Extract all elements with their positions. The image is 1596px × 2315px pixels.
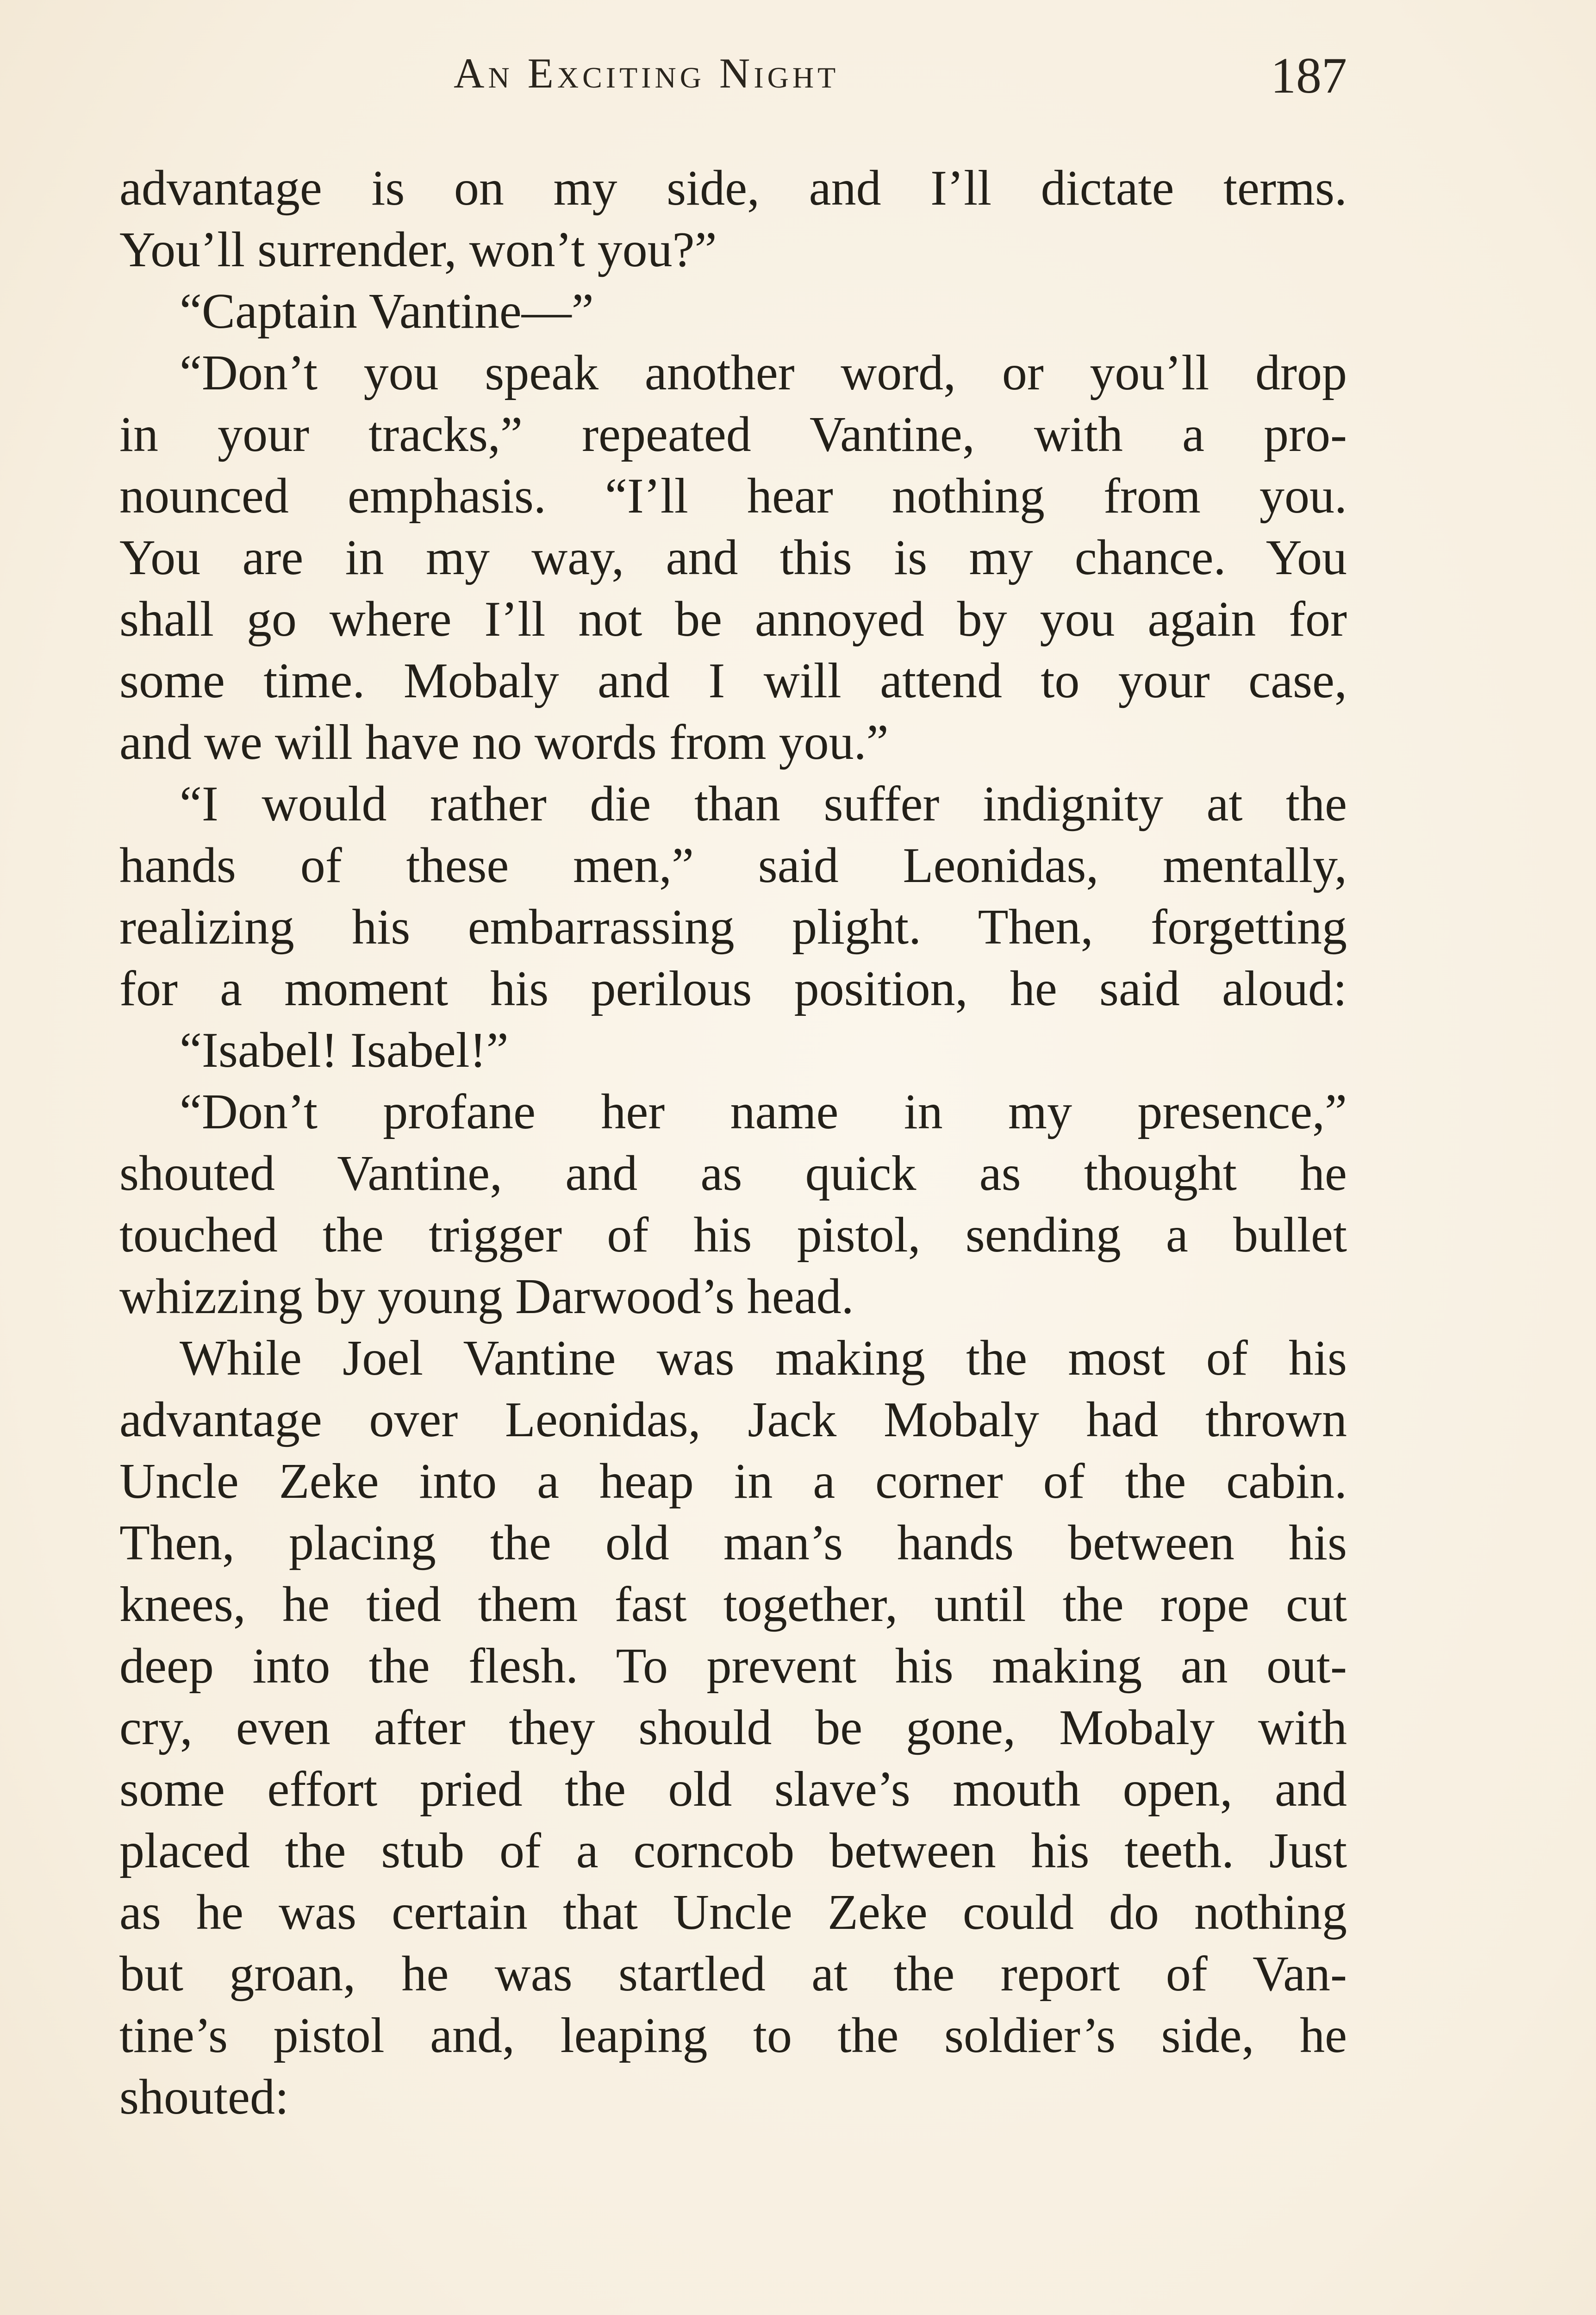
text-line: “I would rather die than suffer indignity at the [180, 776, 1347, 832]
text-line: You are in my way, and this is my chance. You [119, 530, 1347, 585]
text-line: shall go where I’ll not be annoyed by you again for [119, 592, 1347, 647]
text-line: Uncle Zeke into a heap in a corner of the cabin. [119, 1454, 1347, 1509]
text-line: some effort pried the old slave’s mouth open, and [119, 1762, 1347, 1817]
text-line: whizzing by young Darwood’s head. [119, 1269, 854, 1324]
text-line: some time. Mobaly and I will attend to your case, [119, 653, 1347, 708]
body-text [119, 157, 1347, 2128]
text-line: realizing his embarrassing plight. Then, forgetting [119, 900, 1347, 955]
text-line: in your tracks,” repeated Vantine, with a pro- [119, 407, 1347, 462]
text-line: shouted Vantine, and as quick as thought he [119, 1146, 1347, 1201]
text-line: knees, he tied them fast together, until the rope cut [119, 1577, 1347, 1632]
text-line: advantage over Leonidas, Jack Mobaly had thrown [119, 1392, 1347, 1447]
text-line: shouted: [119, 2070, 289, 2125]
text-line: placed the stub of a corncob between his teeth. Just [119, 1823, 1347, 1878]
text-line: While Joel Vantine was making the most of his [180, 1331, 1347, 1386]
text-line: hands of these men,” said Leonidas, mentally, [119, 838, 1347, 893]
text-line: touched the trigger of his pistol, sending a bullet [119, 1208, 1347, 1263]
text-line: “Don’t profane her name in my presence,” [180, 1084, 1347, 1139]
text-line: as he was certain that Uncle Zeke could do nothing [119, 1885, 1347, 1940]
text-line: “Don’t you speak another word, or you’ll drop [180, 345, 1347, 400]
running-head-title: An Exciting Night [454, 50, 840, 97]
text-line: deep into the flesh. To prevent his making an out- [119, 1639, 1347, 1694]
text-line: “Isabel! Isabel!” [180, 1023, 509, 1078]
text-line: but groan, he was startled at the report of Van- [119, 1946, 1347, 2002]
text-line: You’ll surrender, won’t you?” [119, 222, 717, 277]
text-line: Then, placing the old man’s hands between his [119, 1515, 1347, 1570]
text-line: for a moment his perilous position, he said aloud: [119, 961, 1347, 1016]
page-number: 187 [1271, 47, 1347, 104]
text-line: and we will have no words from you.” [119, 715, 889, 770]
text-line: “Captain Vantine—” [180, 284, 594, 339]
text-line: advantage is on my side, and I’ll dictate terms. [119, 161, 1347, 216]
text-line: nounced emphasis. “I’ll hear nothing from you. [119, 469, 1347, 524]
text-line: tine’s pistol and, leaping to the soldier’s side, he [119, 2008, 1347, 2063]
text-line: cry, even after they should be gone, Mobaly with [119, 1700, 1347, 1755]
